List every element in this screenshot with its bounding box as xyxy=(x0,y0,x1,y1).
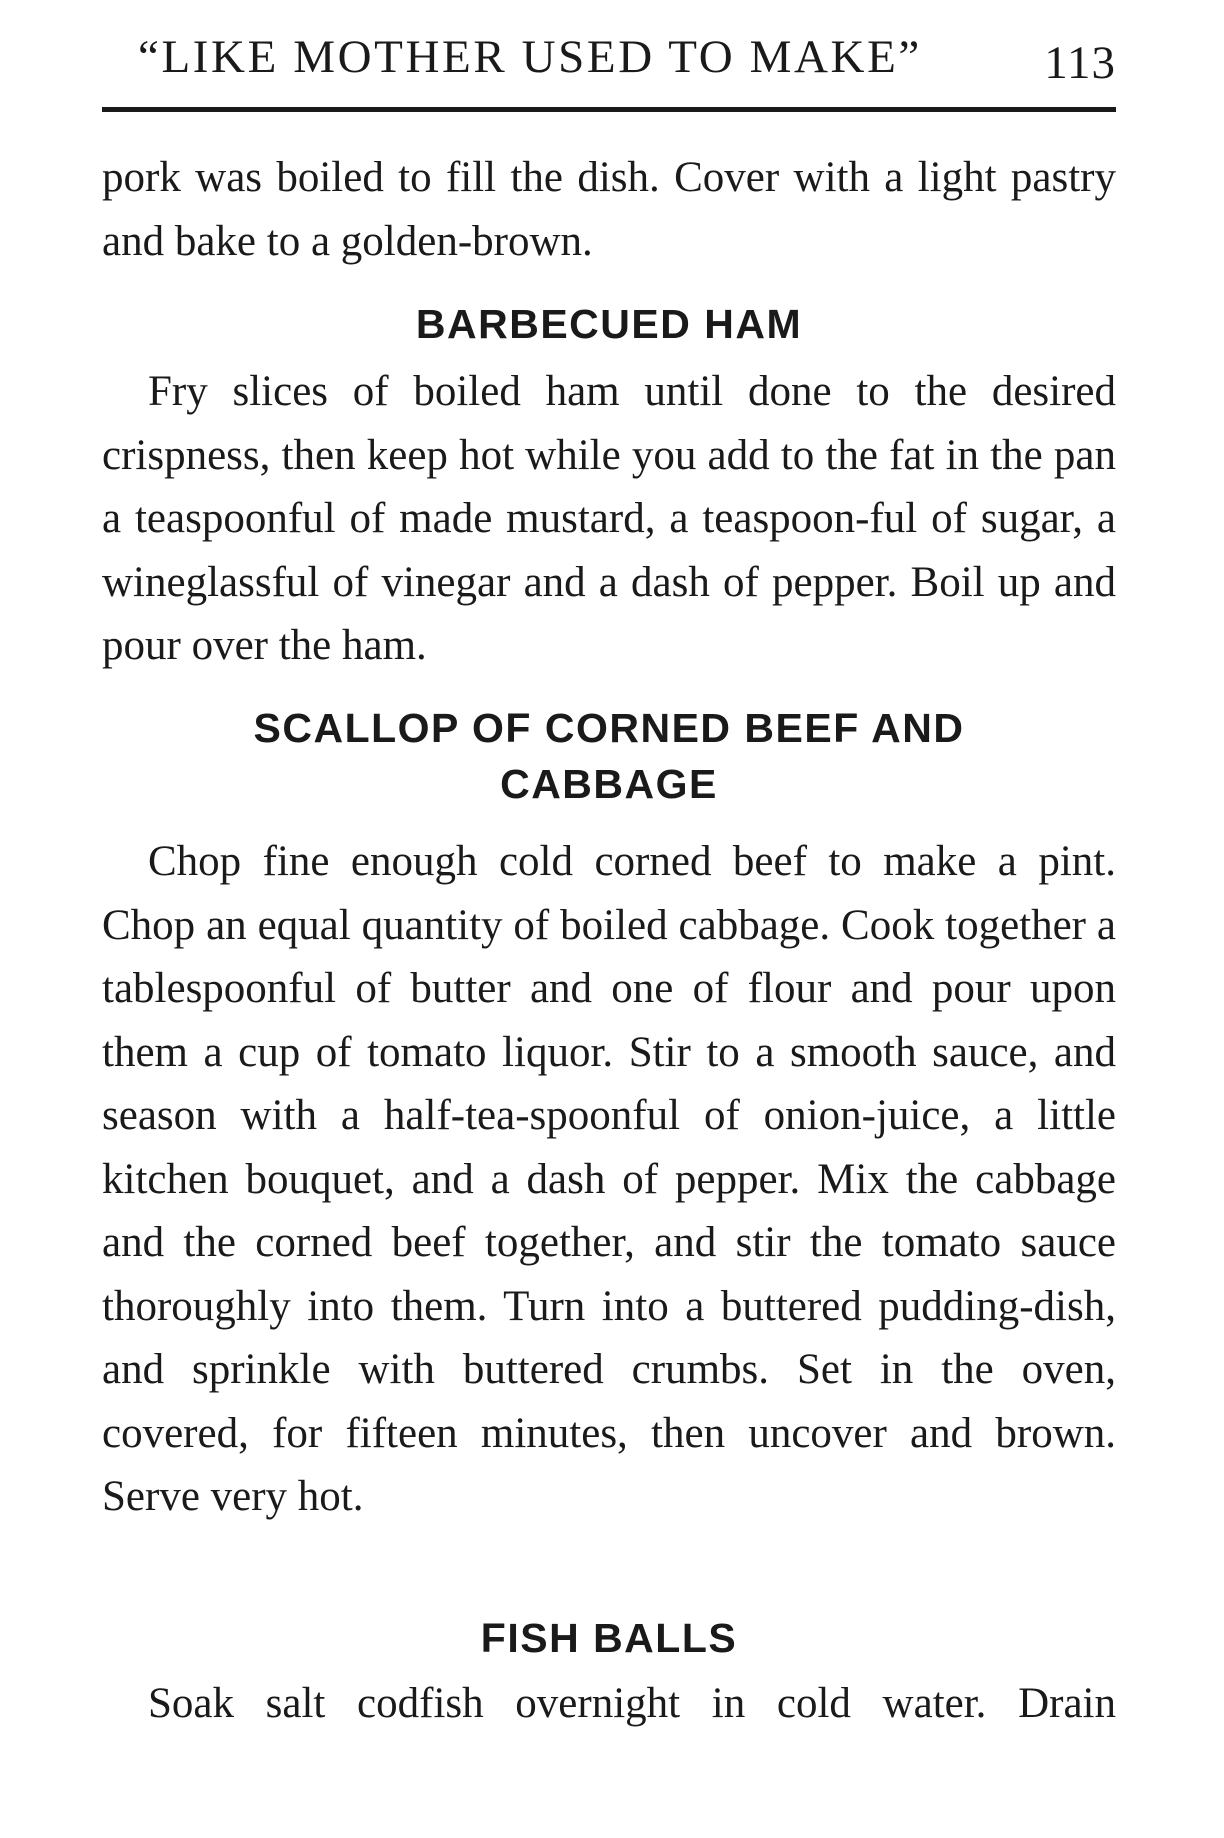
paragraph-scallop-corned-beef-cabbage: Chop fine enough cold corned beef to make a pint. Chop an equal quantity of boiled cabbage. Cook together a tablespoonful of butter and one of flour and pour upon them a cup of tomato liquor. Stir to a smooth sauce, and season with a half-tea-spoonful of onion-juice, a little kitchen bouquet, and a dash of pepper. Mix the cabbage and the corned beef together, and stir the tomato sauce thoroughly into them. Turn into a buttered pudding-dish, and sprinkle with buttered crumbs. Set in the oven, covered, for fifteen minutes, then uncover and brown. Serve very hot. xyxy=(102,838,1116,1520)
page-number: 113 xyxy=(1044,37,1116,89)
header-rule xyxy=(102,107,1116,112)
continuation-paragraph: pork was boiled to fill the dish. Cover with a light pastry and bake to a golden-brown. xyxy=(102,154,1116,265)
heading-fish-balls: FISH BALLS xyxy=(480,1615,738,1661)
paragraph-barbecued-ham: Fry slices of boiled ham until done to the desired crispness, then keep hot while you add to the fat in the pan a teaspoonful of made mustard, a teaspoon-ful of sugar, a wineglassful of vinegar and a dash of pepper. Boil up and pour over the ham. xyxy=(102,368,1116,669)
running-title: “LIKE MOTHER USED TO MAKE” xyxy=(138,31,922,83)
paragraph-fish-balls: Soak salt codfish overnight in cold water. Drain xyxy=(148,1680,1116,1727)
heading-barbecued-ham: BARBECUED HAM xyxy=(415,301,803,347)
heading-scallop-corned-beef-cabbage: SCALLOP OF CORNED BEEF AND CABBAGE xyxy=(253,705,965,807)
running-head xyxy=(102,26,1116,96)
